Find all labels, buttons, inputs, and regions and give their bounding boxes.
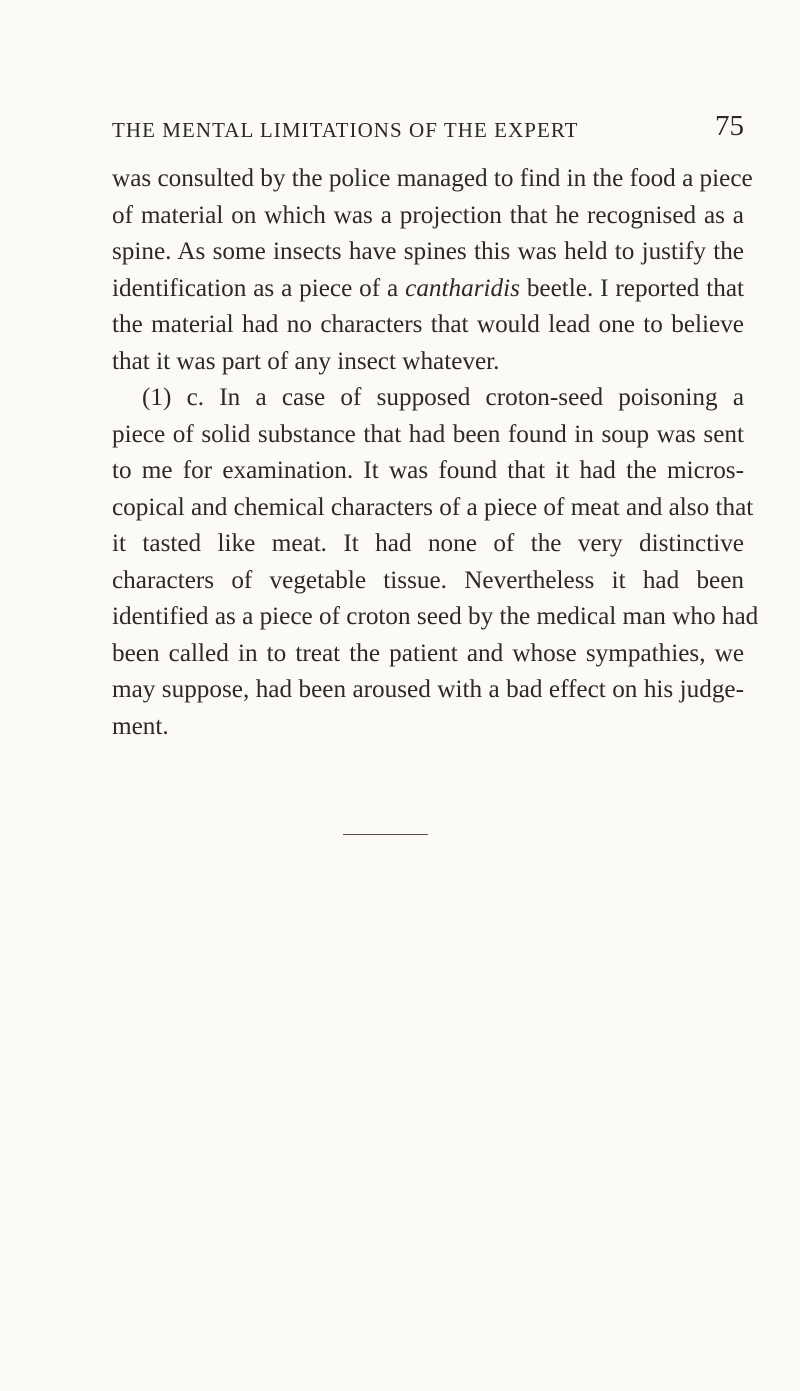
- text-line: may suppose, had been aroused with a bad effect on his judge-: [112, 676, 744, 703]
- text-line: ment.: [112, 712, 169, 740]
- text-line: was consulted by the police managed to find in the food a piece: [112, 165, 753, 192]
- text-line: identified as a piece of croton seed by the medical man who had: [112, 603, 759, 630]
- page-number: 75: [715, 110, 744, 142]
- text-line: copical and chemical characters of a piece of meat and also that: [112, 493, 754, 521]
- text-line-start: identification as a piece of a: [112, 274, 399, 302]
- body-text: [112, 161, 759, 745]
- text-line: the material had no characters that would lead one to believe: [112, 311, 744, 338]
- text-line: been called in to treat the patient and whose sympathies, we: [112, 639, 744, 667]
- text-line: it tasted like meat. It had none of the very distinctive: [112, 530, 744, 557]
- text-line: characters of vegetable tissue. Nevertheless it had been: [112, 566, 744, 594]
- text-line: to me for examination. It was found that it had the micros-: [112, 457, 744, 484]
- text-line-end: beetle. I reported that: [526, 274, 745, 302]
- text-line: (1) c. In a case of supposed croton-seed poisoning a: [142, 384, 744, 411]
- species-name: cantharidis: [405, 274, 520, 302]
- running-head: [112, 112, 744, 148]
- text-line: piece of solid substance that had been found in soup was sent: [112, 420, 744, 448]
- running-title: THE MENTAL LIMITATIONS OF THE EXPERT: [112, 118, 579, 142]
- text-line: spine. As some insects have spines this was held to justify the: [112, 238, 744, 265]
- text-line: that it was part of any insect whatever.: [112, 347, 500, 375]
- section-end-rule: [343, 834, 428, 835]
- text-line: of material on which was a projection that he recognised as a: [112, 201, 744, 229]
- text-line: [112, 271, 744, 308]
